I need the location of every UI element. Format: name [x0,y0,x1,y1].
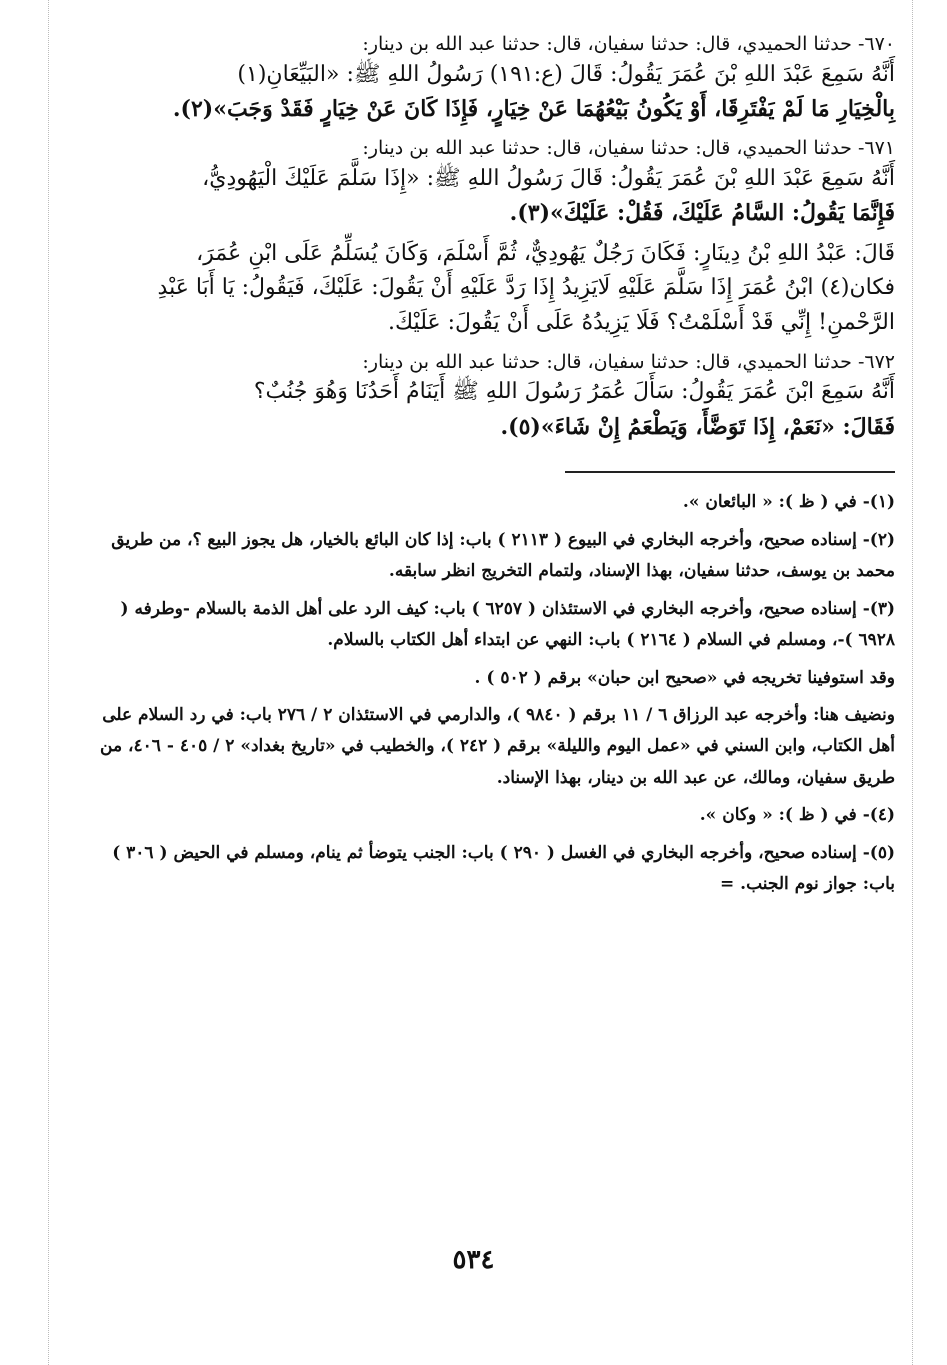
footnote: (٢)- إسناده صحيح، وأخرجه البخاري في البيوع ( ٢١١٣ ) باب: إذا كان البائع بالخيار، هل يجوز البيع ؟، من طريق محمد بن يوسف، حدثنا سفيان، بهذا الإسناد، ولتمام التخريج انظر سابقه. [111,529,895,582]
right-margin-guide [912,0,913,1365]
matn-line: فَقَالَ: «نَعَمْ، إِذَا تَوَضَّأَ، وَيَطْعَمُ إِنْ شَاءَ»(٥). [500,413,895,440]
hadith-672 [95,350,895,442]
footnote: (٣)- إسناده صحيح، وأخرجه البخاري في الاستئذان ( ٦٢٥٧ ) باب: كيف الرد على أهل الذمة بالسلام -وطرفه ( ٦٩٢٨ )-، ومسلم في السلام ( ٢١٦٤ ) باب: النهي عن ابتداء أهل الكتاب بالسلام. [120,598,895,651]
isnad-line: ٦٧٠- حدثنا الحميدي، قال: حدثنا سفيان، قال: حدثنا عبد الله بن دينار: [362,33,895,55]
hadith-671 [95,136,895,228]
page-content [95,32,895,907]
footnote: (٤)- في ( ظ ): « وكان ». [699,805,895,826]
narration-line: الرَّحْمنِ! إِنِّي قَدْ أَسْلَمْتُ؟ فَلَا يَزِيدُهُ عَلَى أَنْ يَقُولَ: عَلَيْكَ. [388,309,895,335]
matn-line: فَإِنَّمَا يَقُولُ: السَّامُ عَلَيْكَ، فَقُلْ: عَلَيْكَ»(٣). [509,200,895,227]
hadith-text [95,32,895,441]
narration-line: فكان(٤) ابْنُ عُمَرَ إِذَا سَلَّمَ عَلَيْهِ لَايَزِيدُ إِذَا رَدَّ عَلَيْهِ أَنْ يَقُولَ: عَلَيْكَ، فَيَقُولُ: يَا أَبَا عَبْدِ [157,275,895,301]
isnad-line: ٦٧١- حدثنا الحميدي، قال: حدثنا سفيان، قال: حدثنا عبد الله بن دينار: [362,136,895,159]
footnote: (١)- في ( ظ ): « البائعان ». [682,492,895,513]
matn-line: أَنَّهُ سَمِعَ عَبْدَ اللهِ بْنَ عُمَرَ يَقُولُ: قَالَ (ع:١٩١) رَسُولُ اللهِ ﷺ: «البَيِّعَانِ(١) [237,61,895,87]
footnote-separator [565,471,895,473]
footnote: (٥)- إسناده صحيح، وأخرجه البخاري في الغسل ( ٢٩٠ ) باب: الجنب يتوضأ ثم ينام، ومسلم في الحيض ( ٣٠٦ ) باب: جواز نوم الجنب. = [112,842,895,895]
footnotes [95,487,895,900]
matn-line: بِالْخِيَارِ مَا لَمْ يَفْتَرِقَا، أَوْ يَكُونُ بَيْعُهُمَا عَنْ خِيَارٍ، فَإِذَا كَانَ عَنْ خِيَارٍ فَقَدْ وَجَبَ»(٢). [172,96,895,123]
left-margin-guide [48,0,49,1365]
matn-line: أَنَّهُ سَمِعَ ابْنَ عُمَرَ يَقُولُ: سَأَلَ عُمَرُ رَسُولَ اللهِ ﷺ أَيَنَامُ أَحَدُنَا وَهُوَ جُنُبٌ؟ [253,379,895,405]
narration-line: قَالَ: عَبْدُ اللهِ بْنُ دِينَارٍ: فَكَانَ رَجُلٌ يَهُودِيٌّ، ثُمَّ أَسْلَمَ، وَكَانَ يُسَلِّمُ عَلَى ابْنِ عُمَرَ، [196,240,895,266]
isnad-line: ٦٧٢- حدثنا الحميدي، قال: حدثنا سفيان، قال: حدثنا عبد الله بن دينار: [362,350,895,373]
hadith-670 [95,32,895,124]
footnote: ونضيف هنا: وأخرجه عبد الرزاق ٦ / ١١ برقم ( ٩٨٤٠ )، والدارمي في الاستئذان ٢ / ٢٧٦ باب: في رد السلام على أهل الكتاب، وابن السني في «عمل اليوم والليلة» برقم ( ٢٤٢ )، والخطيب في «تاريخ بغداد» ٢ / ٤٠٥ - ٤٠٦، من طريق سفيان، ومالك، عن عبد الله بن دينار، بهذا الإسناد. [100,705,895,788]
page-number: ٥٣٤ [452,1245,495,1275]
matn-line: أَنَّهُ سَمِعَ عَبْدَ اللهِ بْنَ عُمَرَ يَقُولُ: قَالَ رَسُولُ اللهِ ﷺ: «إِذَا سَلَّمَ عَلَيْكَ الْيَهُودِيُّ، [202,165,895,191]
footnote: وقد استوفينا تخريجه في «صحيح ابن حبان» برقم ( ٥٠٢ ) . [474,667,895,688]
hadith-671-narration [95,240,895,338]
